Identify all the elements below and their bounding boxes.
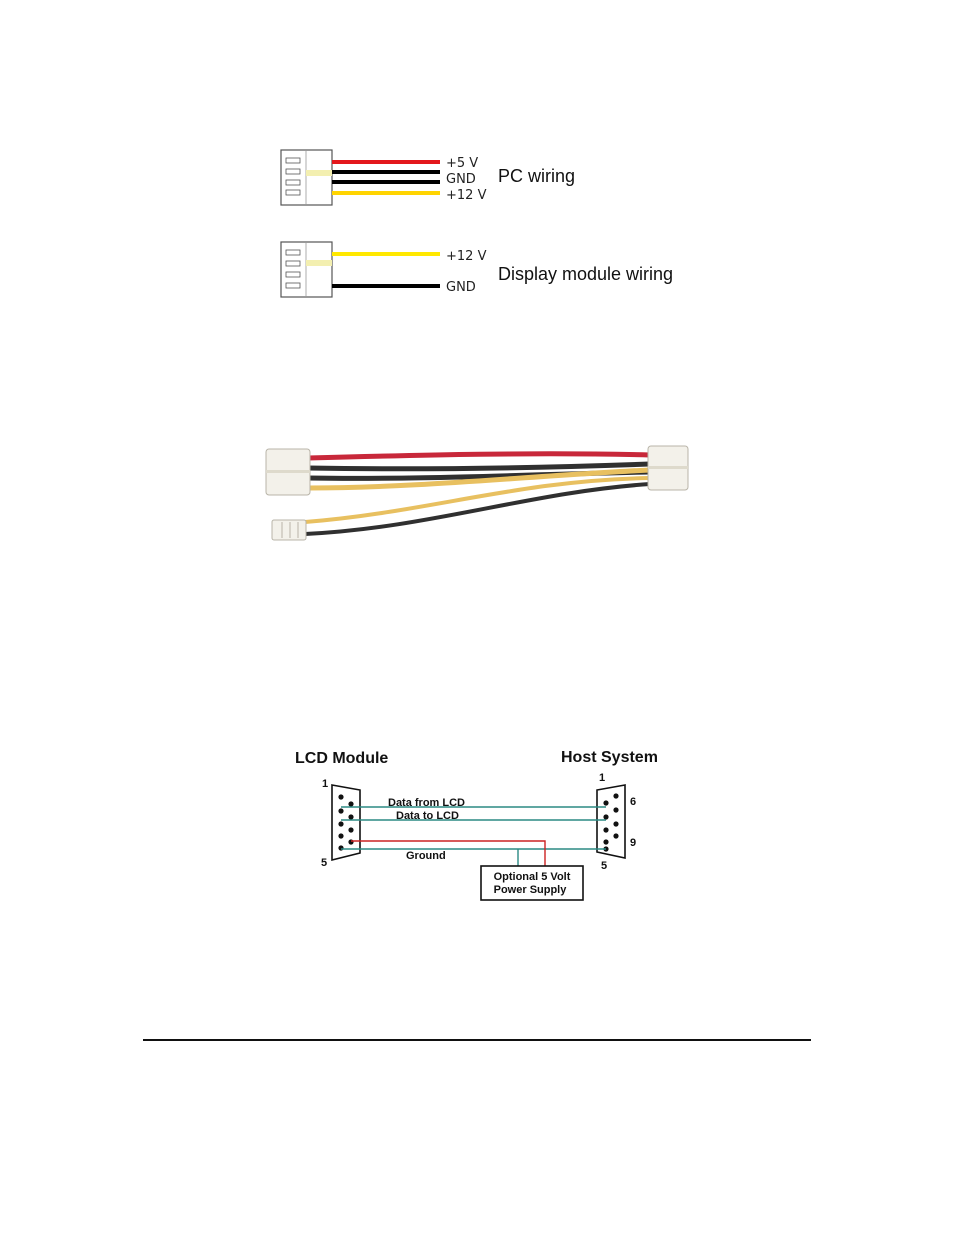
molex-right-ridge bbox=[648, 466, 688, 469]
display-pin-slot bbox=[286, 283, 300, 288]
small-3pin-connector bbox=[272, 520, 306, 540]
lcd-pin bbox=[348, 801, 353, 806]
lcd-pin bbox=[338, 833, 343, 838]
data-to-lcd-label: Data to LCD bbox=[396, 810, 459, 822]
host-pin-5-label: 5 bbox=[601, 860, 608, 872]
ground-label: Ground bbox=[406, 850, 446, 862]
psu-label-line2: Power Supply bbox=[493, 884, 567, 896]
pc-pin-slot bbox=[286, 180, 300, 185]
serial-wiring-diagram bbox=[295, 749, 658, 900]
display-connector-highlight bbox=[306, 260, 332, 266]
pc-pin-slot bbox=[286, 158, 300, 163]
host-system-title: Host System bbox=[561, 749, 658, 766]
pc-wiring-diagram bbox=[281, 150, 575, 205]
pc-label-12v: +12 V bbox=[446, 188, 487, 203]
lcd-pin bbox=[338, 845, 343, 850]
molex-left-ridge bbox=[266, 470, 310, 473]
pc-label-5v: +5 V bbox=[446, 156, 479, 171]
pc-pin-slot bbox=[286, 169, 300, 174]
data-from-lcd-label: Data from LCD bbox=[388, 797, 466, 809]
cable-wire-yellow bbox=[305, 478, 650, 522]
wire-power bbox=[351, 841, 545, 866]
display-pin-slot bbox=[286, 250, 300, 255]
display-pin-slot bbox=[286, 272, 300, 277]
lcd-pin-5-label: 5 bbox=[321, 857, 328, 869]
display-label-12v: +12 V bbox=[446, 249, 487, 264]
host-pin bbox=[613, 833, 618, 838]
host-pin bbox=[603, 839, 608, 844]
host-pin-1-label: 1 bbox=[599, 772, 606, 784]
host-pin bbox=[613, 821, 618, 826]
cable-wire-red bbox=[308, 454, 650, 458]
host-pin-9-label: 9 bbox=[630, 837, 637, 849]
display-wiring-title: Display module wiring bbox=[498, 264, 674, 284]
display-label-gnd: GND bbox=[446, 280, 476, 295]
host-pin bbox=[603, 800, 608, 805]
cable-wire-black bbox=[308, 464, 650, 469]
lcd-pin bbox=[348, 827, 353, 832]
display-wiring-diagram bbox=[281, 242, 673, 297]
lcd-pin bbox=[338, 794, 343, 799]
lcd-pin-1-label: 1 bbox=[322, 778, 329, 790]
lcd-pin bbox=[338, 808, 343, 813]
cable-wire-black bbox=[305, 484, 650, 534]
pc-wiring-title: PC wiring bbox=[498, 166, 576, 186]
lcd-pin bbox=[348, 814, 353, 819]
host-pin bbox=[603, 827, 608, 832]
lcd-pin bbox=[348, 839, 353, 844]
footer-rule bbox=[143, 1039, 811, 1041]
lcd-module-title: LCD Module bbox=[295, 750, 389, 767]
pc-pin-slot bbox=[286, 190, 300, 195]
cable-photo bbox=[266, 446, 688, 540]
host-pin-6-label: 6 bbox=[630, 796, 637, 808]
pc-label-gnd: GND bbox=[446, 172, 476, 187]
host-db9-connector bbox=[597, 785, 625, 858]
display-pin-slot bbox=[286, 261, 300, 266]
psu-label-line1: Optional 5 Volt bbox=[493, 871, 571, 883]
lcd-pin bbox=[338, 821, 343, 826]
host-pin bbox=[613, 793, 618, 798]
host-pin bbox=[613, 807, 618, 812]
pc-connector-highlight bbox=[306, 170, 332, 176]
host-pin bbox=[603, 814, 608, 819]
